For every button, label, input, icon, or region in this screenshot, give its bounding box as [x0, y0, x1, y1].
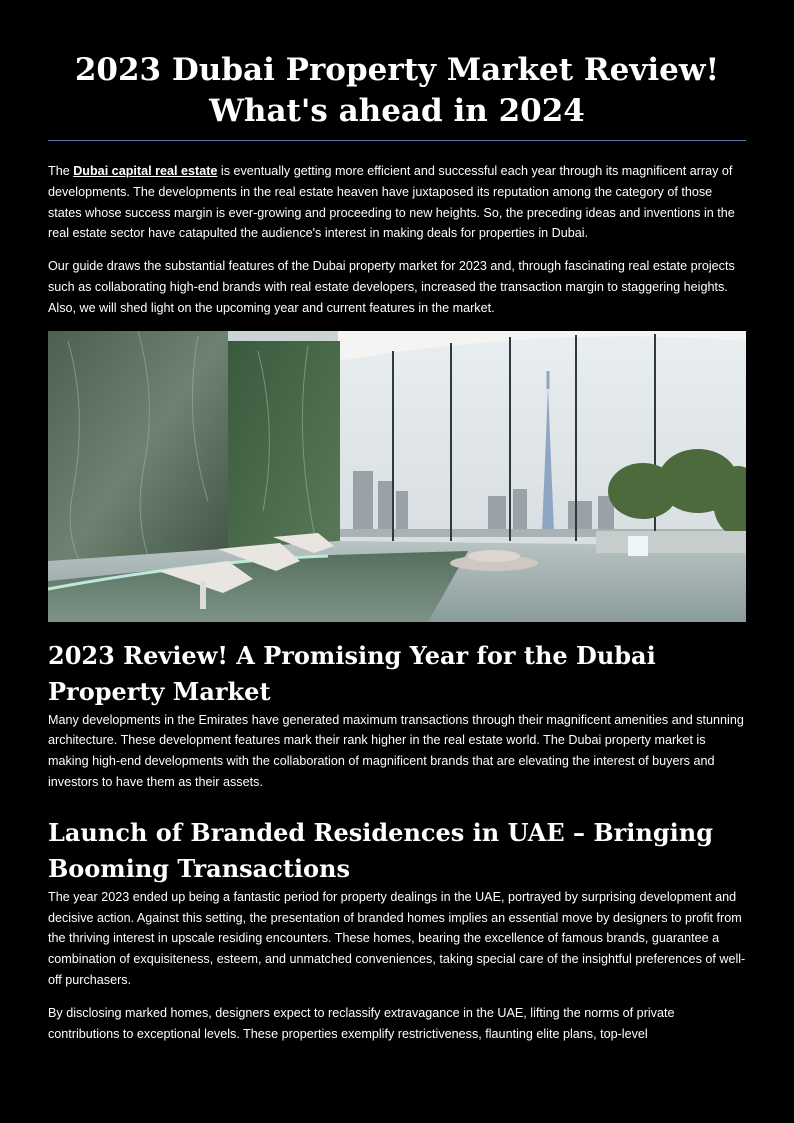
section-spacer: [48, 805, 746, 815]
page-title-line-2: What's ahead in 2024: [209, 93, 585, 129]
title-divider: [48, 140, 746, 141]
intro-paragraph-2: Our guide draws the substantial features of the Dubai property market for 2023 and, through fascinating real estate projects such as collaborating high-end brands with real estate developers, increased the transaction margin to staggering heights. Also, we will shed light on the upcoming year and current features in the market.: [48, 259, 735, 315]
dubai-capital-real-estate-link[interactable]: Dubai capital real estate: [73, 164, 218, 178]
section-heading-2023-review: 2023 Review! A Promising Year for the Dubai Property Market: [48, 640, 656, 706]
section-heading-branded-residences: Launch of Branded Residences in UAE – Bringing Booming Transactions: [48, 817, 714, 883]
page-title: [48, 0, 746, 132]
page-title-line-1: 2023 Dubai Property Market Review!: [74, 52, 720, 88]
intro-prefix: The: [48, 164, 74, 178]
branded-residences-paragraph-2: By disclosing marked homes, designers expect to reclassify extravagance in the UAE, lifting the norms of private contributions to exceptional levels. These properties exemplify restrictiveness, flaunting elite plans, top-level: [48, 1005, 675, 1041]
intro-paragraph-1: [48, 161, 746, 244]
section-2023-review-paragraph: Many developments in the Emirates have generated maximum transactions through their magnificent amenities and stunning architecture. These development features mark their rank higher in the real estate world. The Dubai property market is making high-end developments with the collaboration of magnificent brands that are elevating the interest of buyers and investors to have them as their assets.: [48, 712, 744, 789]
hero-image-indoor-pool: [48, 331, 746, 622]
intro-rest: is eventually getting more efficient and successful each year through its magnificent array of developments. The developments in the real estate heaven have juxtaposed its reputation among the category of those states whose success margin is ever-growing and proceeding to new heights. So, the preceding ideas and inventions in the real estate sector have catapulted the audience's interest in making deals for properties in Dubai.: [48, 164, 735, 241]
branded-residences-paragraph-1: The year 2023 ended up being a fantastic period for property dealings in the UAE, portrayed by surprising development and decisive action. Against this setting, the presentation of branded homes implies an essential move by designers to profit from the thriving interest in upscale residing encounters. These homes, bearing the excellence of famous brands, guarantee a combination of exquisiteness, esteem, and unmatched conveniences, taking special care of the insightful preferences of well-off purchasers.: [48, 889, 746, 987]
